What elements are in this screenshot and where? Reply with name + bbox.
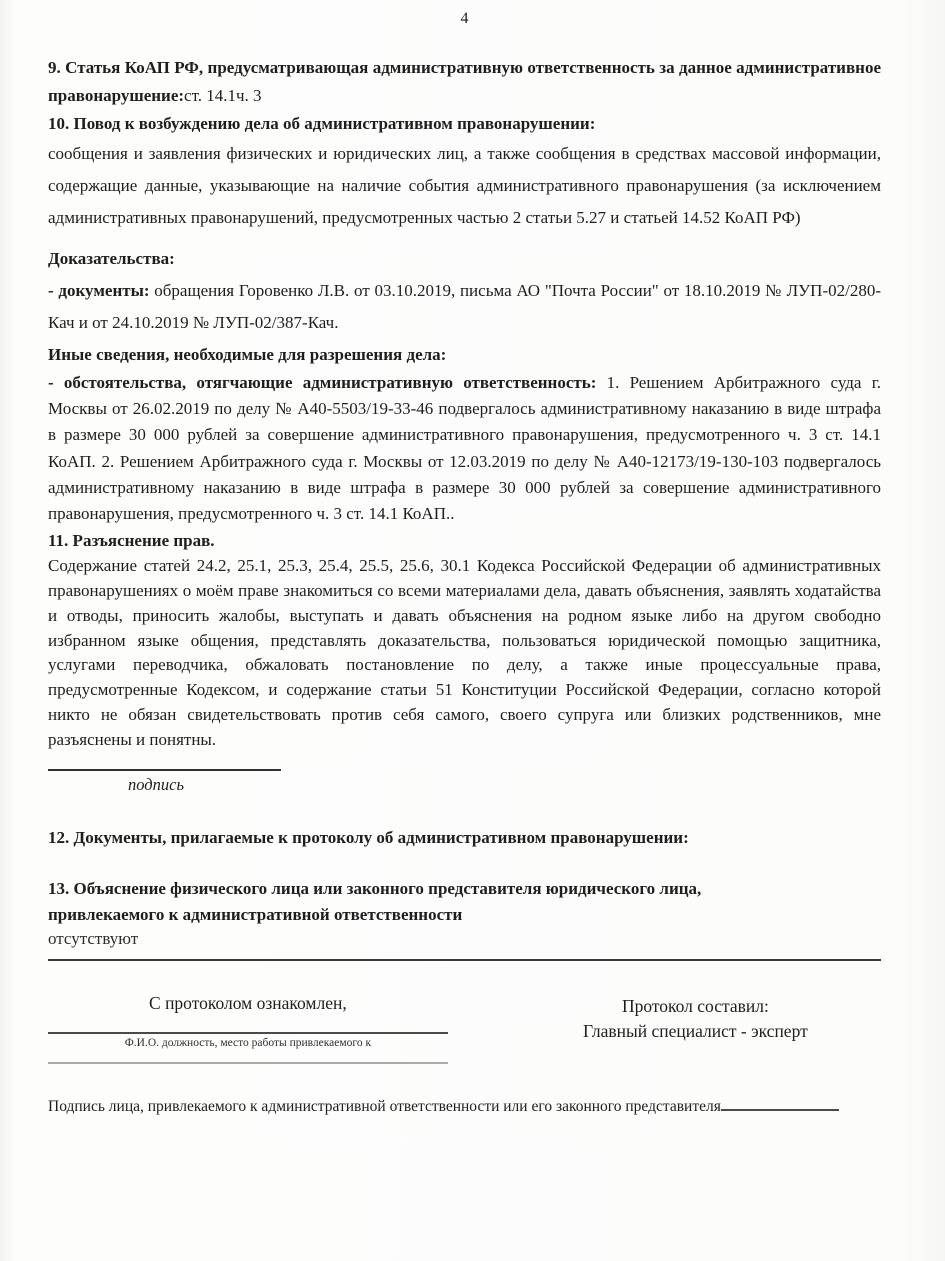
section-9 [48, 54, 881, 110]
section-9-heading: 9. Статья КоАП РФ, предусматривающая административную ответственность за данное административное правонарушение: [48, 58, 881, 105]
other-info-label: - обстоятельства, отягчающие административную ответственность: [48, 372, 607, 392]
section-13-value: отсутствуют [48, 929, 139, 949]
page-number: 4 [460, 10, 469, 27]
bottom-signature-line [721, 1107, 839, 1111]
signature-block [48, 993, 881, 1064]
acknowledgement-title: С протоколом ознакомлен, [149, 992, 347, 1013]
section-13-rule [48, 959, 881, 961]
section-11-heading: 11. Разъяснение прав. [48, 530, 215, 550]
signature-line [48, 769, 281, 771]
signature-caption: подпись [128, 774, 184, 794]
evidence-heading: Доказательства: [48, 249, 175, 269]
section-13-heading-line2: привлекаемого к административной ответственности [48, 904, 463, 924]
evidence-paragraph [48, 275, 881, 339]
section-10-heading: 10. Повод к возбуждению дела об административном правонарушении: [48, 113, 596, 133]
author-column [510, 993, 881, 1045]
acknowledgement-signature-line [48, 1032, 448, 1034]
section-10-body: сообщения и заявления физических и юридических лиц, а также сообщения в средствах массовой информации, содержащие данные, указывающие на наличие события административного правонарушения (за исключением административных правонарушений, предусмотренных частью 2 статьи 5.27 и статьей 14.52 КоАП РФ) [48, 143, 881, 227]
acknowledgement-caption: Ф.И.О. должность, место работы привлекаемого к [124, 1036, 372, 1049]
evidence-body: обращения Горовенко Л.В. от 03.10.2019, письма АО "Почта России" от 18.10.2019 № ЛУП-02/280-Кач и от 24.10.2019 № ЛУП-02/387-Кач. [48, 280, 882, 332]
author-title: Протокол составил: [621, 995, 769, 1016]
section-13-heading-line1: 13. Объяснение физического лица или законного представителя юридического лица, [48, 879, 702, 899]
evidence-label: - документы: [48, 280, 155, 300]
section-12-heading: 12. Документы, прилагаемые к протоколу об административном правонарушении: [48, 827, 689, 847]
acknowledgement-column [48, 993, 448, 1064]
other-info-heading: Иные сведения, необходимые для разрешения дела: [48, 344, 447, 364]
bottom-note [48, 1096, 881, 1118]
other-info-paragraph [48, 370, 881, 528]
section-11-body: Содержание статей 24.2, 25.1, 25.3, 25.4, 25.5, 25.6, 30.1 Кодекса Российской Федерации об административных правонарушениях о моём праве знакомиться со всеми материалами дела, давать объяснения, заявлять ходатайства и отводы, приносить жалобы, выступать и давать объяснения на родном языке либо на другом свободно избранном языке общения, представлять доказательства, пользоваться юридической помощью защитника, услугами переводчика, обжаловать постановление по делу, а также иные процессуальные права, предусмотренные Кодексом, и содержание статьи 51 Конституции Российской Федерации, согласно которой никто не обязан свидетельствовать против себя самого, своего супруга или близких родственников, мне разъяснены и понятны. [48, 556, 881, 749]
section-9-value: ст. 14.1ч. 3 [184, 85, 262, 105]
section-13-heading [48, 876, 881, 927]
acknowledgement-signature-line-2 [48, 1062, 448, 1064]
other-info-body: 1. Решением Арбитражного суда г. Москвы от 26.02.2019 по делу № А40-5503/19-33-46 подвергалось административному наказанию в виде штрафа в размере 30 000 рублей за совершение административного правонарушения, предусмотренного ч. 3 ст. 14.1 КоАП. 2. Решением Арбитражного суда г. Москвы от 12.03.2019 по делу № А40-12173/19-130-103 подвергалось административному наказанию в виде штрафа в размере 30 000 рублей за совершение административного правонарушения, предусмотренного ч. 3 ст. 14.1 КоАП.. [48, 372, 881, 524]
author-subtitle: Главный специалист - эксперт [583, 1021, 808, 1042]
bottom-note-text: Подпись лица, привлекаемого к административной ответственности или его законного представителя [48, 1097, 721, 1115]
